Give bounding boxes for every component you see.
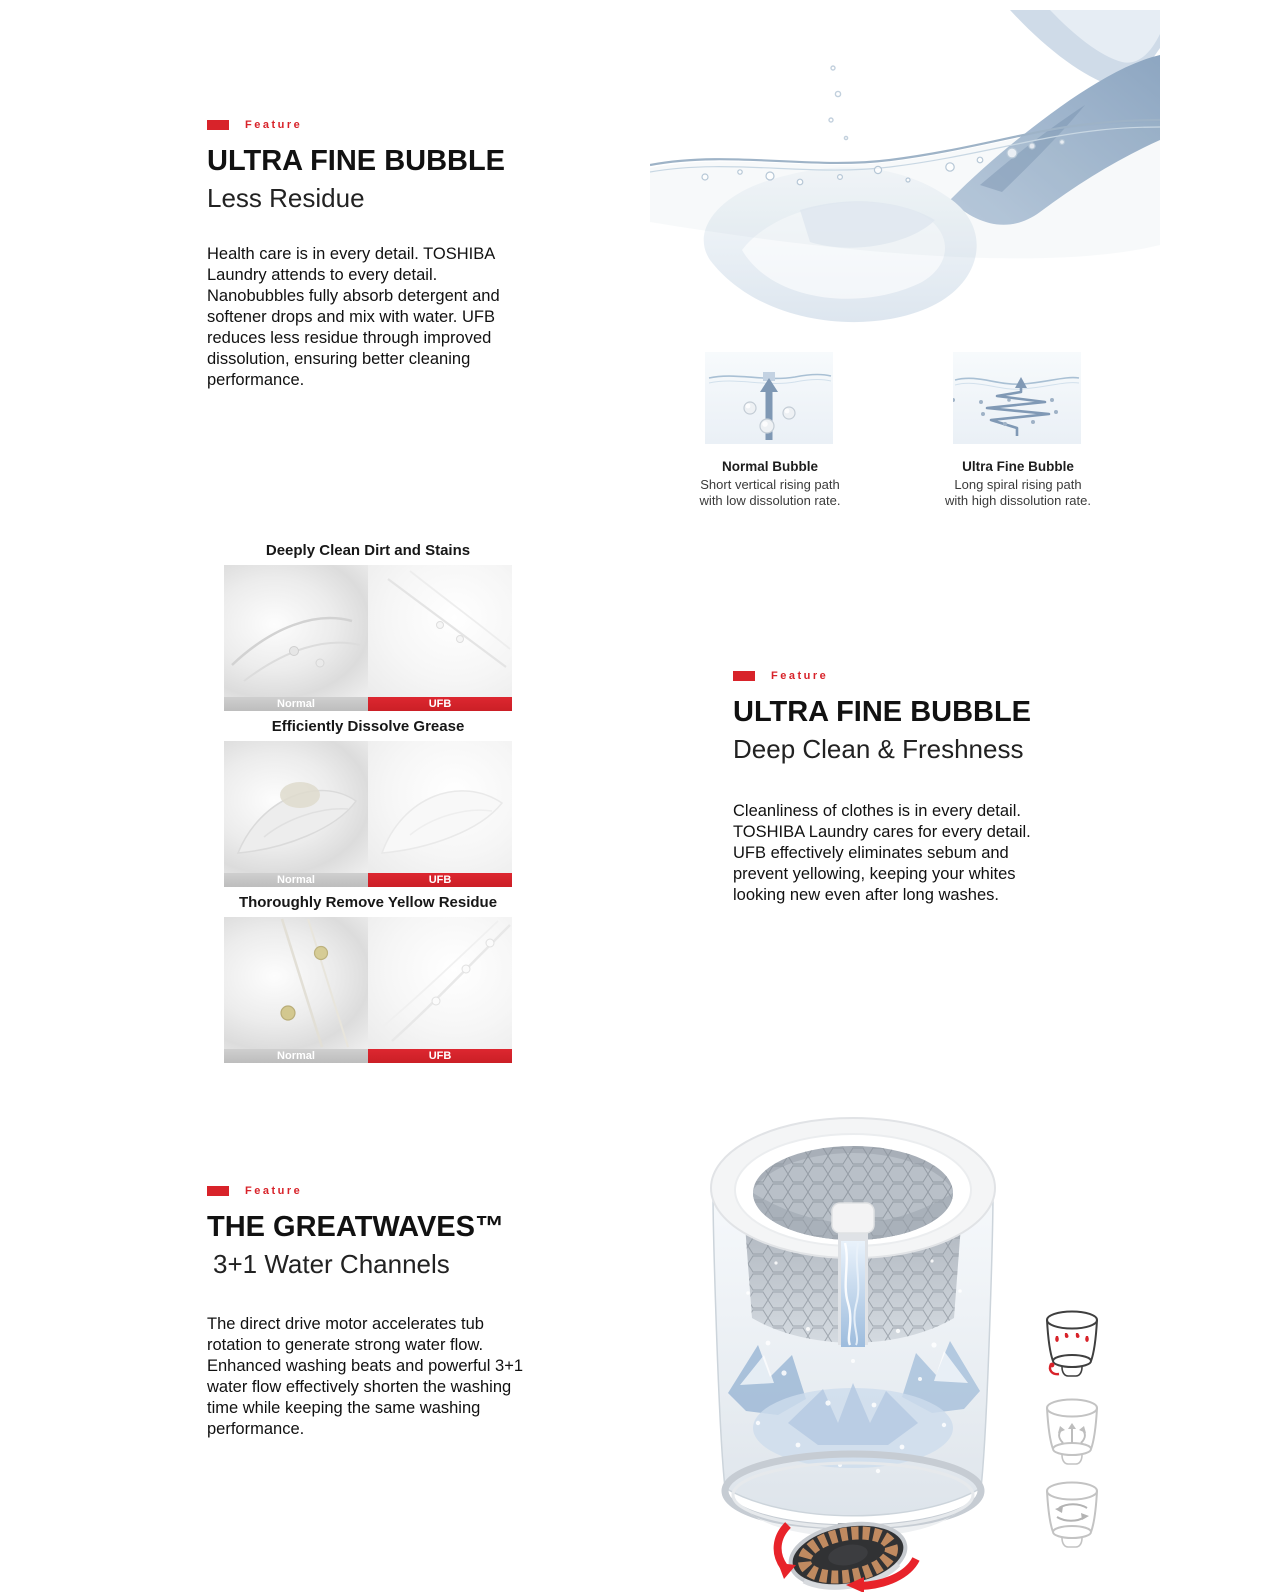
- cuff-detail-lines: [224, 565, 512, 697]
- feature-tag: [207, 119, 527, 131]
- shirt-comparison-stack: [224, 535, 512, 1063]
- feature-section-less-residue: [207, 119, 527, 391]
- washing-tub-image: [688, 1093, 1028, 1592]
- section-title: THE GREATWAVES™: [207, 1211, 504, 1243]
- compare-title: Deeply Clean Dirt and Stains: [265, 541, 471, 559]
- feature-section-greatwaves: [207, 1185, 525, 1440]
- section-body: The direct drive motor accelerates tub rotation to generate strong water flow. Enhanced washing beats and powerful 3+1 water flow effectively shorten the washing time while keeping the same washing performance.: [207, 1315, 524, 1439]
- caption-line1: Short vertical rising path: [700, 477, 840, 492]
- compare-bar: [224, 1049, 512, 1063]
- compare-bar: [224, 697, 512, 711]
- feature-tag-icon: [733, 671, 755, 681]
- compare-panel-dirt-stains: [224, 535, 512, 711]
- spiral-rising-arrow-icon: [953, 352, 1081, 444]
- section-subtitle: Deep Clean & Freshness: [733, 733, 1024, 764]
- feature-tag-label: Feature: [245, 119, 303, 131]
- vertical-rising-arrow-icon: [705, 352, 833, 444]
- collar-detail-lines: [224, 741, 512, 873]
- section-title: ULTRA FINE BUBBLE: [207, 145, 506, 177]
- section-body: Health care is in every detail. TOSHIBA Laundry attends to every detail. Nanobubbles fully absorb detergent and softener drops and mix with water. UFB reduces less residue through improved dissolution, ensuring better cleaning performance.: [207, 245, 500, 390]
- feature-tag-label: Feature: [245, 1185, 303, 1197]
- fabric-in-water-image: [650, 10, 1160, 340]
- section-title: ULTRA FINE BUBBLE: [733, 696, 1032, 728]
- ufb-label: UFB: [368, 873, 512, 887]
- feature-tag-label: Feature: [771, 670, 829, 682]
- feature-tag-icon: [207, 1186, 229, 1196]
- caption-line2: with low dissolution rate.: [699, 493, 841, 508]
- ufb-label: UFB: [368, 1049, 512, 1063]
- caption-title: Normal Bubble: [721, 459, 818, 474]
- feature-tag: [733, 670, 1059, 682]
- rotation-flow-icon: [1043, 1479, 1101, 1555]
- ufb-label: UFB: [368, 697, 512, 711]
- caption-title: Ultra Fine Bubble: [962, 459, 1074, 474]
- compare-title: Efficiently Dissolve Grease: [271, 717, 465, 735]
- compare-photo-collars: [224, 741, 512, 873]
- compare-photo-cuffs: [224, 565, 512, 697]
- placket-detail-lines: [224, 917, 512, 1049]
- feature-tag: [207, 1185, 525, 1197]
- normal-bubble-caption: [658, 459, 882, 509]
- normal-label: Normal: [224, 873, 368, 887]
- caption-line1: Long spiral rising path: [954, 477, 1082, 492]
- compare-panel-grease: [224, 711, 512, 887]
- section-body: Cleanliness of clothes is in every detail. TOSHIBA Laundry cares for every detail. UFB effectively eliminates sebum and prevent yellowing, keeping your whites looking new even after long washes.: [733, 802, 1031, 905]
- normal-label: Normal: [224, 697, 368, 711]
- ultra-fine-bubble-diagram: [953, 352, 1081, 444]
- spray-jets-icon: [1043, 1308, 1101, 1384]
- feature-section-deep-clean: [733, 670, 1059, 906]
- normal-bubble-diagram: [705, 352, 833, 444]
- normal-label: Normal: [224, 1049, 368, 1063]
- washing-tub-illustration: [688, 1093, 1028, 1592]
- compare-photo-placket: [224, 917, 512, 1049]
- feature-tag-icon: [207, 120, 229, 130]
- fountain-flow-icon: [1043, 1396, 1101, 1472]
- compare-panel-yellow-residue: [224, 887, 512, 1063]
- compare-bar: [224, 873, 512, 887]
- fabric-in-water-illustration: [650, 10, 1160, 340]
- caption-line2: with high dissolution rate.: [945, 493, 1091, 508]
- section-subtitle: Less Residue: [207, 182, 365, 213]
- compare-title: Thoroughly Remove Yellow Residue: [238, 893, 498, 911]
- ultra-fine-bubble-caption: [906, 459, 1130, 509]
- section-subtitle: 3+1 Water Channels: [213, 1248, 450, 1279]
